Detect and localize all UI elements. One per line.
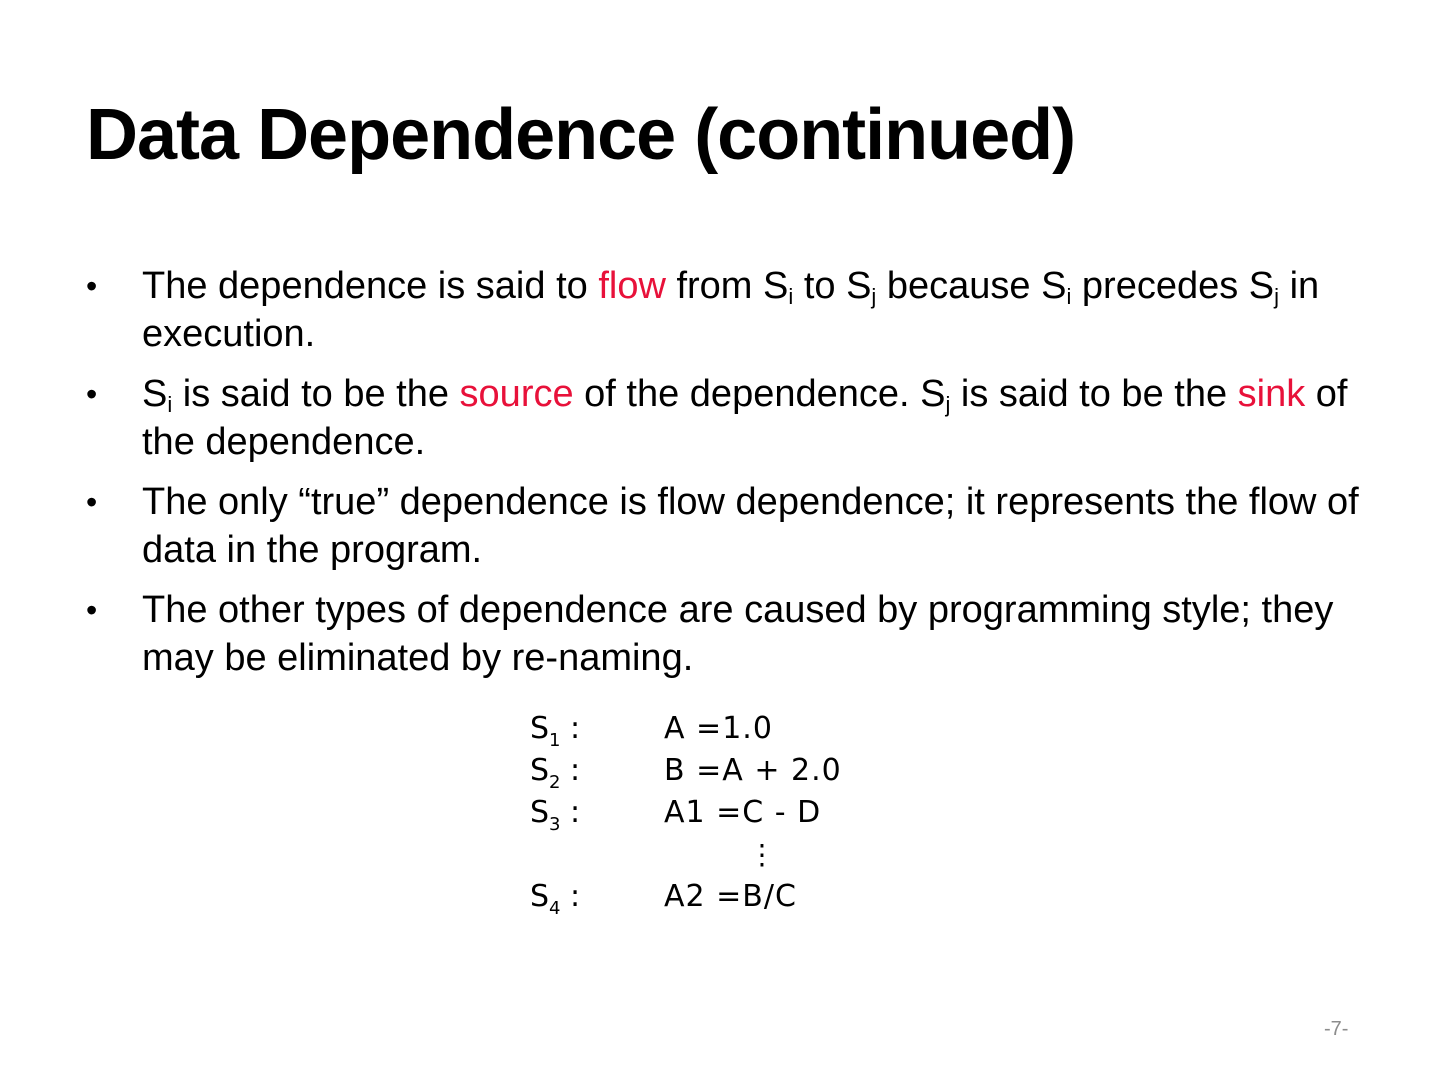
equation-expression: A1 =C - D (664, 795, 822, 830)
equation-row (530, 750, 842, 792)
bullet-text: The other types of dependence are caused by programming style; they may be eliminated by re-naming. (142, 589, 1334, 679)
statement-letter: S (530, 879, 550, 914)
slide-title: Data Dependence (continued) (86, 95, 1076, 175)
highlight-source: source (459, 373, 574, 415)
bullet-item (86, 262, 1376, 358)
equation-row (530, 792, 842, 834)
equation-expression: B =A + 2.0 (664, 753, 842, 788)
subscript: i (167, 392, 173, 417)
subscript: 4 (549, 898, 561, 919)
bullet-text: because S (876, 265, 1067, 307)
bullet-text: is said to be the (172, 373, 460, 415)
highlight-flow: flow (598, 265, 666, 307)
highlight-sink: sink (1237, 373, 1306, 415)
bullet-text: is said to be the (950, 373, 1238, 415)
page-number: -7- (1324, 1018, 1349, 1040)
statement-letter: S (530, 711, 550, 746)
statement-colon: : (560, 879, 581, 914)
bullet-icon: • (86, 376, 98, 412)
bullet-list (86, 262, 1376, 694)
equation-row (530, 876, 842, 918)
subscript: i (1066, 284, 1072, 309)
statement-colon: : (560, 795, 581, 830)
equation-block (530, 708, 842, 918)
subscript: 2 (549, 772, 561, 793)
bullet-icon: • (86, 268, 98, 304)
statement-label (530, 876, 664, 918)
bullet-text: S (142, 373, 168, 415)
statement-label (530, 792, 664, 834)
subscript: j (945, 392, 951, 417)
bullet-item (86, 370, 1376, 466)
subscript: i (788, 284, 794, 309)
statement-colon: : (560, 753, 581, 788)
bullet-text: The dependence is said to (142, 265, 599, 307)
statement-label (530, 708, 664, 750)
vertical-ellipsis: ⋮ (748, 838, 776, 871)
statement-label (530, 750, 664, 792)
subscript: 3 (549, 814, 561, 835)
bullet-item (86, 586, 1376, 682)
bullet-icon: • (86, 592, 98, 628)
bullet-text: of the dependence. (142, 373, 1348, 463)
statement-letter: S (530, 753, 550, 788)
bullet-text: precedes S (1071, 265, 1275, 307)
equation-row (530, 708, 842, 750)
equation-expression: A2 =B/C (664, 879, 797, 914)
bullet-item (86, 478, 1376, 574)
subscript: j (871, 284, 877, 309)
bullet-icon: • (86, 484, 98, 520)
bullet-text: to S (793, 265, 872, 307)
equation-expression: A =1.0 (664, 711, 773, 746)
statement-letter: S (530, 795, 550, 830)
subscript: 1 (549, 730, 561, 751)
bullet-text: from S (665, 265, 789, 307)
bullet-text: The only “true” dependence is flow dependence; it represents the flow of data in the program. (142, 481, 1359, 571)
bullet-text: of the dependence. S (573, 373, 946, 415)
statement-colon: : (560, 711, 581, 746)
subscript: j (1274, 284, 1280, 309)
bullet-text: in execution. (142, 265, 1320, 355)
